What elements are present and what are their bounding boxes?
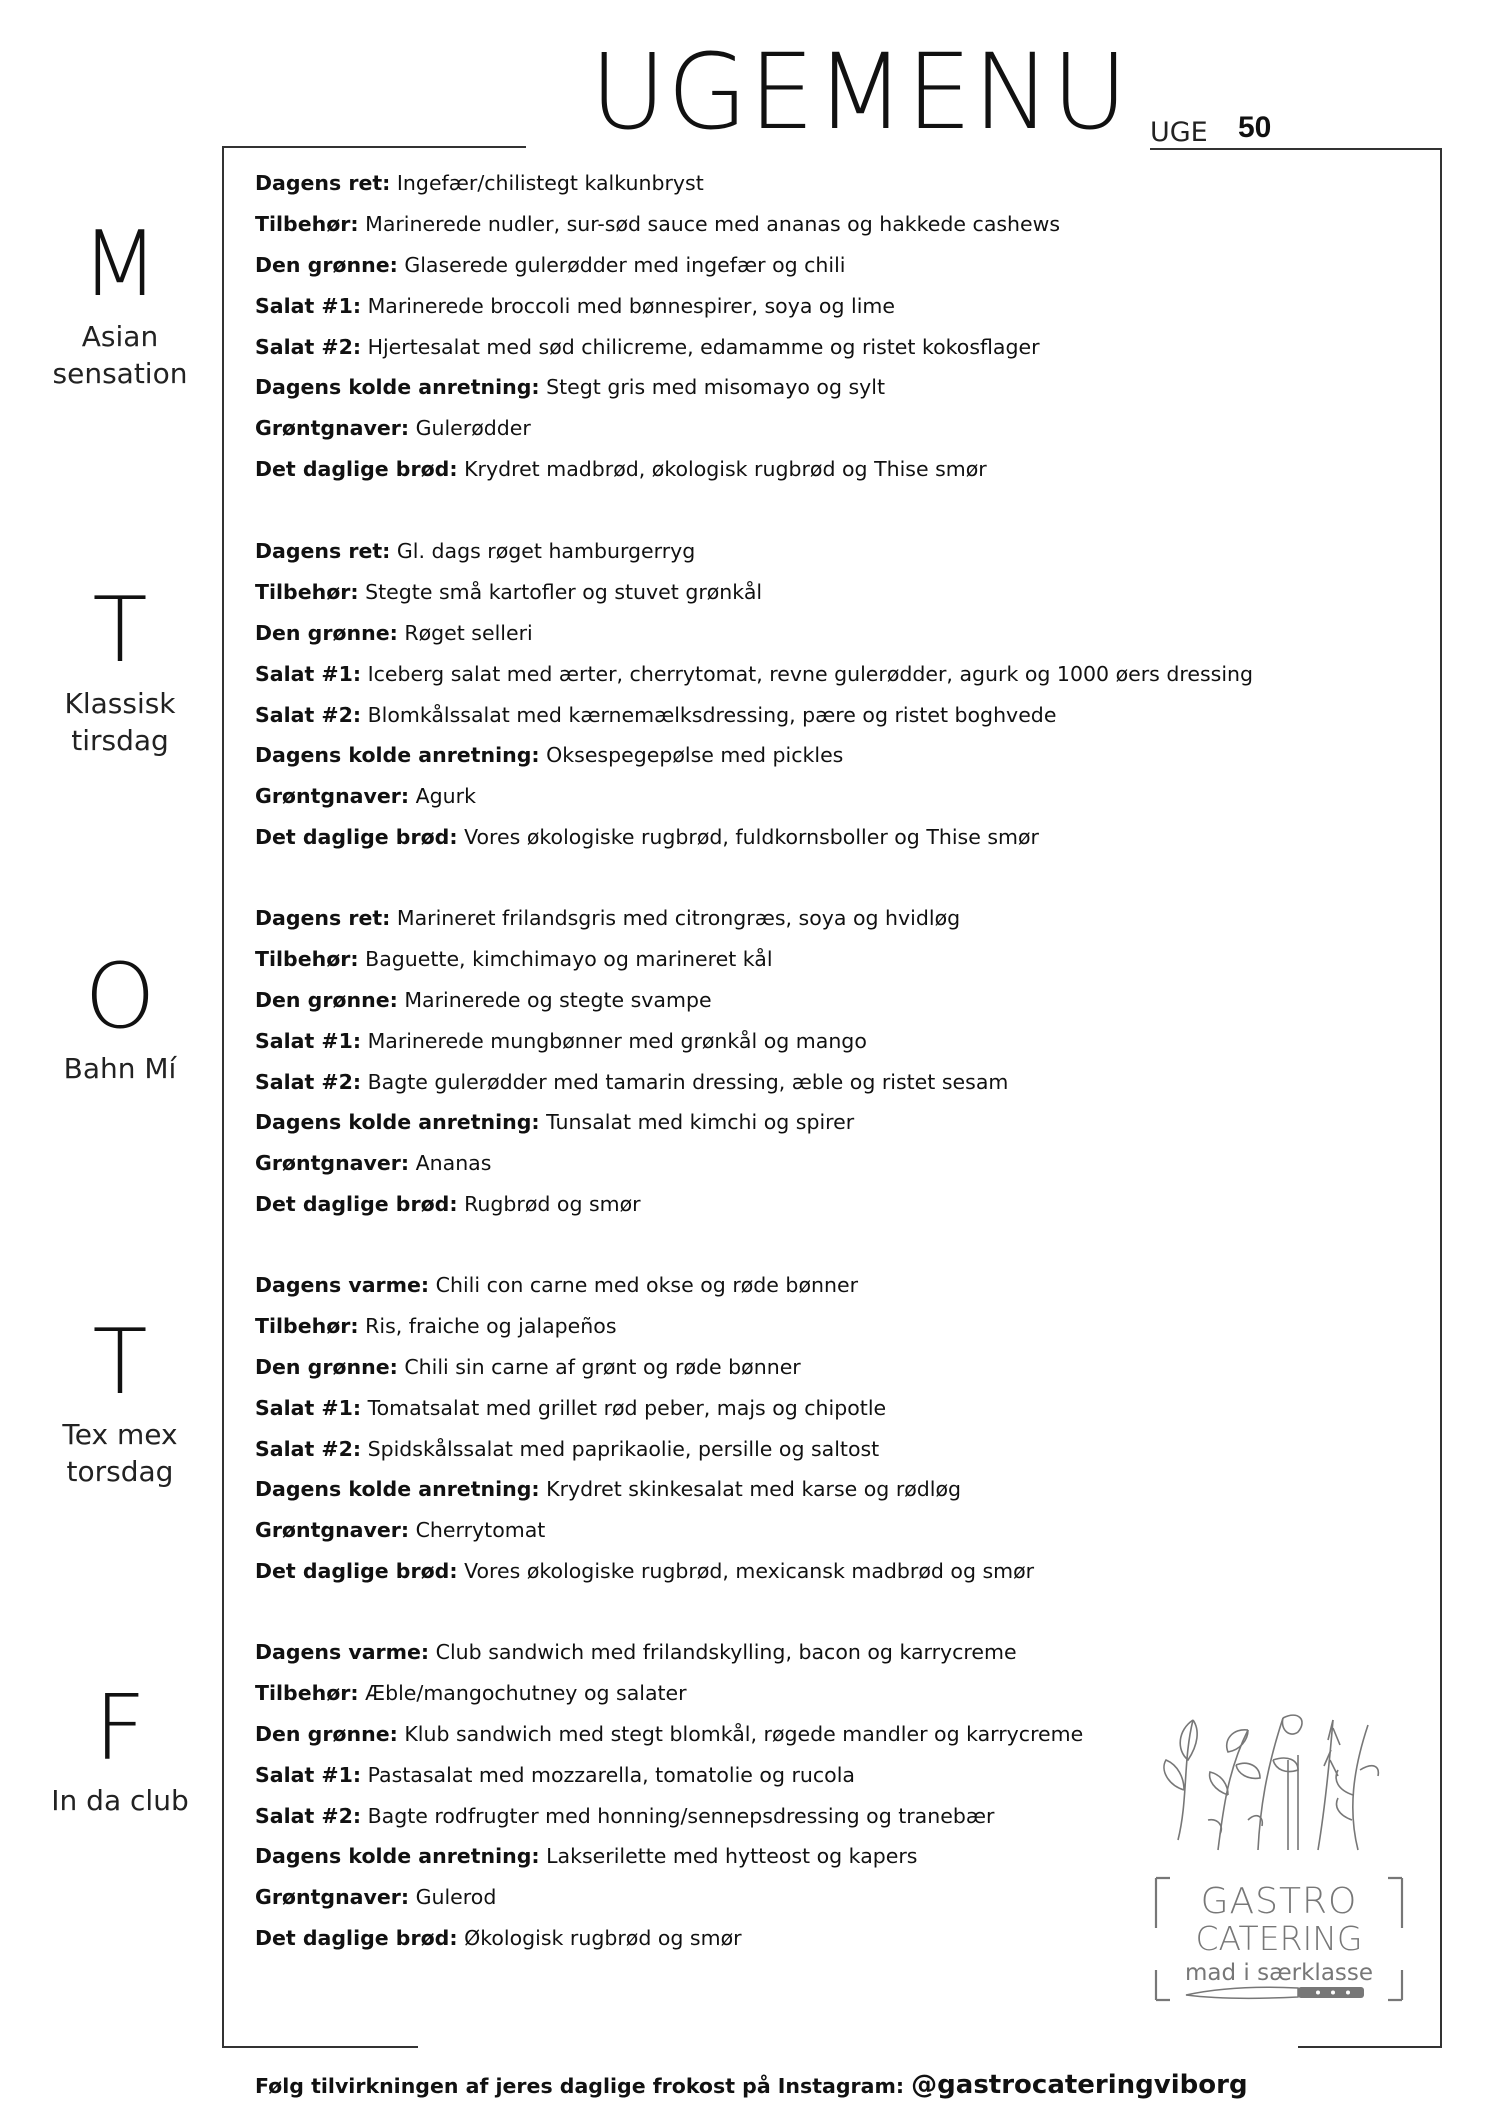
day-letter: T [92, 578, 148, 683]
menu-row: Salat #1: Pastasalat med mozzarella, tomatolie og rucola [255, 1762, 855, 1787]
page-title: UGEMENU [590, 31, 1129, 153]
frame-left-line [222, 146, 224, 2048]
menu-row: Den grønne: Chili sin carne af grønt og røde bønner [255, 1354, 801, 1379]
menu-row: Grøntgnaver: Agurk [255, 784, 476, 809]
menu-row: Det daglige brød: Krydret madbrød, økologisk rugbrød og Thise smør [255, 457, 987, 482]
day-theme: Klassisk tirsdag [64, 687, 176, 757]
day-letter: F [94, 1676, 146, 1781]
gastro-catering-logo [1148, 1700, 1410, 2010]
menu-row: Salat #1: Marinerede broccoli med bønnespirer, soya og lime [255, 293, 895, 318]
week-label: UGE [1150, 117, 1208, 148]
day-menu [255, 1265, 1215, 1592]
menu-row: Dagens varme: Chili con carne med okse og røde bønner [255, 1273, 859, 1297]
menu-row: Tilbehør: Stegte små kartofler og stuvet grønkål [255, 579, 763, 604]
day-theme: Tex mex torsdag [62, 1418, 178, 1488]
menu-row: Dagens kolde anretning: Tunsalat med kimchi og spirer [255, 1110, 855, 1135]
menu-row: Salat #1: Tomatsalat med grillet rød peber, majs og chipotle [255, 1395, 887, 1420]
day-theme: Bahn Mí [63, 1052, 177, 1085]
frame-bottom-right-line [1298, 2046, 1442, 2048]
menu-row: Tilbehør: Baguette, kimchimayo og marineret kål [255, 946, 773, 971]
menu-row: Det daglige brød: Vores økologiske rugbrød, fuldkornsboller og Thise smør [255, 825, 1039, 850]
frame-bottom-left-line [222, 2046, 418, 2048]
menu-row: Den grønne: Marinerede og stegte svampe [255, 987, 712, 1012]
frame-right-line [1440, 148, 1442, 2048]
herbs-knife-icon [1164, 1715, 1378, 1850]
day-menu [255, 531, 1254, 858]
frame-top-right-line [1150, 148, 1442, 150]
menu-row: Dagens ret: Marineret frilandsgris med citrongræs, soya og hvidløg [255, 906, 961, 930]
day-letter: O [84, 944, 156, 1049]
menu-row: Dagens kolde anretning: Stegt gris med misomayo og sylt [255, 375, 886, 400]
menu-row: Grøntgnaver: Gulerødder [255, 416, 531, 441]
logo-line2: CATERING [1195, 1919, 1363, 1958]
day-menu [255, 898, 1215, 1225]
menu-row: Dagens kolde anretning: Krydret skinkesalat med karse og rødløg [255, 1477, 962, 1502]
menu-row: Tilbehør: Marinerede nudler, sur-sød sauce med ananas og hakkede cashews [255, 211, 1061, 236]
menu-row: Salat #2: Blomkålssalat med kærnemælksdressing, pære og ristet boghvede [255, 702, 1057, 727]
logo-tagline: mad i særklasse [1184, 1960, 1374, 1986]
day-letter: T [92, 1310, 148, 1415]
day-menu [255, 1632, 1215, 1959]
instagram-handle: @gastrocateringviborg [911, 2070, 1248, 2100]
menu-row: Grøntgnaver: Cherrytomat [255, 1518, 546, 1543]
frame-top-left-line [222, 146, 526, 148]
day-letter: M [81, 212, 159, 317]
knife-icon [1186, 1987, 1364, 1998]
menu-row: Salat #2: Bagte gulerødder med tamarin dressing, æble og ristet sesam [255, 1069, 1009, 1094]
menu-row: Dagens kolde anretning: Oksespegepølse med pickles [255, 743, 844, 768]
day-theme: Asian sensation [52, 320, 188, 390]
menu-row: Grøntgnaver: Ananas [255, 1151, 492, 1176]
menu-row: Dagens ret: Gl. dags røget hamburgerryg [255, 539, 696, 563]
menu-row: Den grønne: Klub sandwich med stegt blomkål, røgede mandler og karrycreme [255, 1721, 1084, 1746]
menu-row: Det daglige brød: Vores økologiske rugbrød, mexicansk madbrød og smør [255, 1559, 1035, 1584]
logo-line1: GASTRO [1200, 1881, 1358, 1922]
day-menu [255, 163, 1215, 490]
menu-row: Tilbehør: Æble/mangochutney og salater [255, 1680, 687, 1705]
menu-row: Det daglige brød: Rugbrød og smør [255, 1192, 641, 1217]
menu-row: Grøntgnaver: Gulerod [255, 1885, 497, 1910]
menu-row: Tilbehør: Ris, fraiche og jalapeños [255, 1313, 617, 1338]
menu-row: Den grønne: Glaserede gulerødder med ingefær og chili [255, 252, 846, 277]
menu-row: Dagens varme: Club sandwich med frilandskylling, bacon og karrycreme [255, 1640, 1017, 1664]
menu-row: Salat #2: Bagte rodfrugter med honning/sennepsdressing og tranebær [255, 1803, 995, 1828]
menu-row: Salat #1: Marinerede mungbønner med grønkål og mango [255, 1028, 867, 1053]
footer-text: Følg tilvirkningen af jeres daglige frokost på Instagram: [255, 2074, 912, 2098]
menu-row: Dagens ret: Ingefær/chilistegt kalkunbryst [255, 171, 704, 195]
menu-row: Det daglige brød: Økologisk rugbrød og smør [255, 1926, 742, 1951]
menu-row: Salat #2: Spidskålssalat med paprikaolie, persille og saltost [255, 1436, 880, 1461]
menu-row: Salat #1: Iceberg salat med ærter, cherrytomat, revne gulerødder, agurk og 1000 øers dressing [255, 661, 1254, 686]
menu-row: Den grønne: Røget selleri [255, 620, 533, 645]
week-number: 50 [1238, 111, 1272, 144]
menu-row: Salat #2: Hjertesalat med sød chilicreme, edamamme og ristet kokosflager [255, 334, 1040, 359]
menu-row: Dagens kolde anretning: Lakserilette med hytteost og kapers [255, 1844, 918, 1869]
instagram-footer [255, 2070, 1248, 2100]
day-theme: In da club [51, 1784, 189, 1817]
